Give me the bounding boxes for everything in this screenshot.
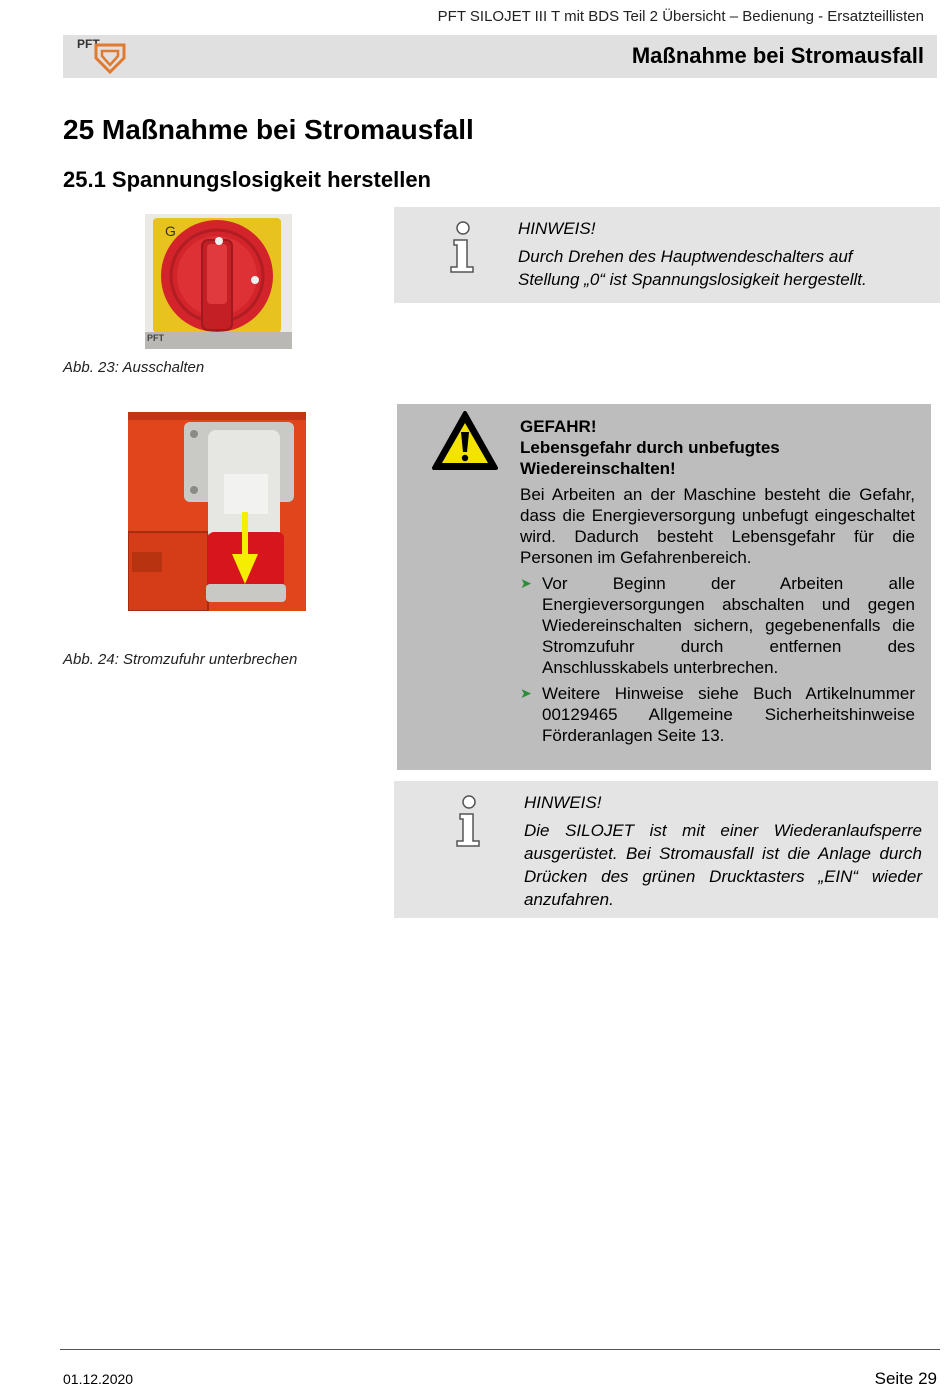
figure-main-switch: [145, 214, 292, 349]
footer-date: 01.12.2020: [63, 1371, 134, 1387]
note-2-title: HINWEIS!: [524, 793, 602, 812]
document-title: PFT SILOJET III T mit BDS Teil 2 Übersicht – Bedienung - Ersatzteillisten: [437, 8, 924, 25]
logo-text: PFT: [77, 37, 100, 51]
section-heading: 25.1 Spannungslosigkeit herstellen: [63, 167, 431, 192]
note-1-title: HINWEIS!: [518, 219, 596, 238]
svg-text:PFT: PFT: [147, 333, 164, 343]
pft-logo: [76, 36, 132, 76]
note-box-1: [394, 207, 940, 303]
info-icon: [454, 794, 482, 850]
warning-triangle-icon: [431, 410, 499, 472]
footer-divider: [60, 1349, 940, 1350]
warning-box: [397, 404, 931, 770]
figure-power-plug: [128, 412, 306, 611]
arrow-bullet-icon: ➤: [520, 685, 532, 701]
note-2-text: Die SILOJET ist mit einer Wiederanlaufsperre ausgerüstet. Bei Stromausfall ist die Anlage durch Drücken des grünen Drucktasters „EIN“ wieder anzufahren.: [524, 821, 922, 909]
warning-subtitle: Lebensgefahr durch unbefugtes Wiedereinschalten!: [520, 438, 780, 478]
svg-text:G: G: [165, 223, 176, 239]
figure-caption-24: Abb. 24: Stromzufuhr unterbrechen: [63, 651, 298, 668]
warning-bullet-2: [520, 683, 915, 746]
info-icon: [448, 220, 476, 276]
warning-bullet-1: [520, 573, 915, 678]
page-number: Seite 29: [874, 1369, 937, 1388]
warning-text: Bei Arbeiten an der Maschine besteht die Gefahr, dass die Energieversorgung unbefugt eingeschaltet wird. Dadurch besteht Lebensgefahr für die Personen im Gefahrenbereich.: [520, 485, 915, 567]
arrow-bullet-icon: ➤: [520, 575, 532, 591]
header-section-title: Maßnahme bei Stromausfall: [631, 43, 924, 68]
warning-bullet-2-text: Weitere Hinweise siehe Buch Artikelnummer 00129465 Allgemeine Sicherheitshinweise Förderanlagen Seite 13.: [542, 684, 915, 745]
note-box-2: [394, 781, 938, 918]
warning-title: GEFAHR!: [520, 417, 597, 436]
figure-caption-23: Abb. 23: Ausschalten: [63, 359, 205, 376]
chapter-heading: 25 Maßnahme bei Stromausfall: [63, 114, 474, 145]
note-1-text: Durch Drehen des Hauptwendeschalters auf Stellung „0“ ist Spannungslosigkeit hergestellt.: [518, 247, 867, 289]
warning-bullet-1-text: Vor Beginn der Arbeiten alle Energieversorgungen abschalten und gegen Wiedereinschalten sichern, gegebenenfalls die Stromzufuhr durch entfernen des Anschlusskabels unterbrechen.: [542, 574, 915, 677]
